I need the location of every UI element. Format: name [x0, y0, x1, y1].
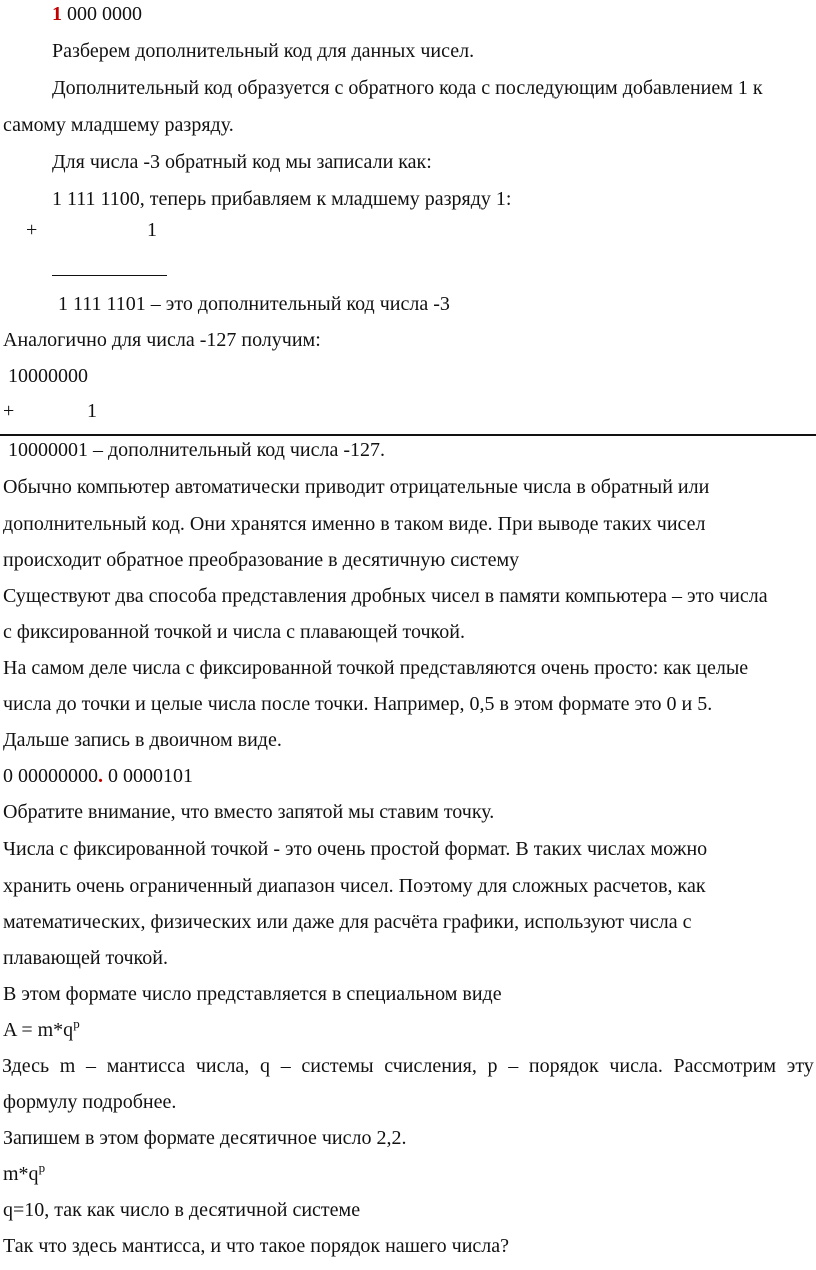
justified-paragraph-line: [2, 1056, 814, 1076]
word: числа.: [609, 1055, 663, 1077]
paragraph-line: Так что здесь мантисса, и что такое порядок нашего числа?: [3, 1235, 510, 1257]
word: системы: [301, 1055, 374, 1077]
highlighted-digit: 1: [52, 3, 62, 25]
binary-point: .: [98, 765, 103, 787]
fixed-point-binary: [3, 766, 193, 786]
paragraph-line: Дальше запись в двоичном виде.: [3, 729, 282, 751]
paragraph-line: Обратите внимание, что вместо запятой мы ставим точку.: [3, 801, 495, 823]
word: –: [280, 1055, 291, 1077]
word: эту: [786, 1055, 814, 1077]
paragraph-line: с фиксированной точкой и числа с плавающей точкой.: [3, 621, 465, 643]
word: –: [508, 1055, 519, 1077]
paragraph-line: числа до точки и целые числа после точки. Например, 0,5 в этом формате это 0 и 5.: [3, 693, 713, 715]
sum-underline: [52, 275, 167, 276]
paragraph-line: хранить очень ограниченный диапазон чисел. Поэтому для сложных расчетов, как: [3, 875, 706, 897]
formula-base: m*q: [3, 1163, 39, 1185]
paragraph-line: Разберем дополнительный код для данных чисел.: [52, 40, 475, 62]
binary-digits: 000 0000: [62, 3, 142, 25]
word: p: [487, 1055, 498, 1077]
paragraph-line: q=10, так как число в десятичной системе: [3, 1199, 361, 1221]
formula: [3, 1016, 80, 1041]
paragraph-line: В этом формате число представляется в специальном виде: [3, 983, 502, 1005]
paragraph-line: дополнительный код. Они хранятся именно в таком виде. При выводе таких чисел: [3, 513, 706, 535]
sum-underline: [0, 434, 816, 436]
result-line: 1 111 1101 – это дополнительный код числа -3: [58, 293, 450, 315]
plus-sign: +: [3, 400, 15, 422]
paragraph-line: математических, физических или даже для расчёта графики, используют числа с: [3, 911, 692, 933]
word: счисления,: [384, 1055, 477, 1077]
word: порядок: [528, 1055, 599, 1077]
integer-part: 0 00000000: [3, 765, 98, 787]
paragraph-line: На самом деле числа с фиксированной точкой представляются очень просто: как целые: [3, 657, 749, 679]
addend-one: 1: [147, 219, 157, 241]
paragraph-line: Дополнительный код образуется с обратного кода с последующим добавлением 1 к: [52, 77, 763, 99]
paragraph-line: формулу подробнее.: [3, 1091, 177, 1113]
addend-one: 1: [87, 400, 97, 422]
word: –: [86, 1055, 97, 1077]
formula: [3, 1160, 46, 1185]
formula-base: A = m*q: [3, 1019, 74, 1041]
binary-number-line: [52, 4, 142, 24]
formula-exponent: p: [38, 1160, 46, 1175]
word: q: [260, 1055, 270, 1077]
paragraph-line: Обычно компьютер автоматически приводит отрицательные числа в обратный или: [3, 476, 710, 498]
result-line: 10000001 – дополнительный код числа -127.: [8, 439, 386, 461]
paragraph-line: плавающей точкой.: [3, 947, 168, 969]
paragraph-line: Существуют два способа представления дробных чисел в памяти компьютера – это числа: [3, 585, 768, 607]
word: m: [59, 1055, 76, 1077]
paragraph-line: 1 111 1100, теперь прибавляем к младшему разряду 1:: [52, 188, 512, 210]
paragraph-line: самому младшему разряду.: [3, 114, 234, 136]
word: Здесь: [2, 1055, 50, 1077]
paragraph-line: Для числа -3 обратный код мы записали как:: [52, 151, 432, 173]
formula-exponent: p: [73, 1016, 80, 1031]
word: числа,: [195, 1055, 250, 1077]
word: Рассмотрим: [673, 1055, 777, 1077]
binary-number: 10000000: [8, 365, 88, 387]
paragraph-line: Запишем в этом формате десятичное число 2,2.: [3, 1127, 407, 1149]
paragraph-line: происходит обратное преобразование в десятичную систему: [3, 549, 520, 571]
fraction-part: 0 0000101: [103, 765, 193, 787]
paragraph-line: Аналогично для числа -127 получим:: [3, 329, 321, 351]
plus-sign: +: [26, 219, 38, 241]
paragraph-line: Числа с фиксированной точкой - это очень простой формат. В таких числах можно: [3, 838, 708, 860]
word: мантисса: [106, 1055, 186, 1077]
